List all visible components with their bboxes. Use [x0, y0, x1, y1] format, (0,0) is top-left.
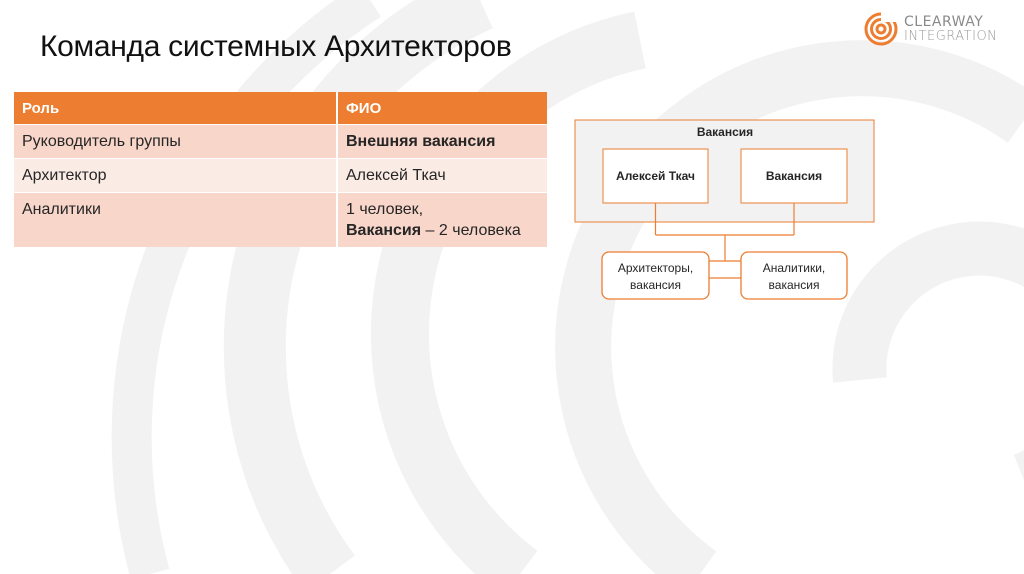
- table-header-row: [14, 92, 547, 125]
- org-chart: [570, 115, 880, 305]
- vacancy-box-label: Вакансия: [765, 169, 823, 183]
- cell-name-line2: [346, 220, 539, 241]
- logo-text-line2: INTEGRATION: [904, 29, 998, 44]
- analysts-label-line2: вакансия: [768, 278, 820, 292]
- cell-name: [337, 193, 547, 248]
- vacancy-count: – 2 человека: [421, 222, 521, 239]
- cell-role: Архитектор: [14, 159, 337, 193]
- header-role: Роль: [14, 92, 337, 125]
- architects-label-line2: вакансия: [630, 278, 681, 292]
- analysts-label-line1: Аналитики,: [762, 261, 826, 275]
- logo-text-line1: CLEARWAY: [904, 14, 984, 30]
- cell-name: Внешняя вакансия: [337, 125, 547, 159]
- page-title: Команда системных Архитекторов: [40, 30, 512, 63]
- roles-table: [14, 92, 547, 247]
- header-name: ФИО: [337, 92, 547, 125]
- cell-role: Аналитики: [14, 193, 337, 248]
- architects-label-line1: Архитекторы,: [617, 261, 694, 275]
- table-row: [14, 193, 547, 248]
- vacancy-bold: Вакансия: [346, 222, 422, 239]
- outer-vacancy-label: Вакансия: [696, 125, 754, 139]
- table-row: [14, 159, 547, 193]
- lead-box-label: Алексей Ткач: [616, 169, 695, 183]
- cell-name-line1: 1 человек,: [346, 201, 424, 218]
- table-row: [14, 125, 547, 159]
- cell-role: Руководитель группы: [14, 125, 337, 159]
- company-logo: [864, 12, 1009, 50]
- logo-icon: [864, 12, 898, 46]
- cell-name: Алексей Ткач: [337, 159, 547, 193]
